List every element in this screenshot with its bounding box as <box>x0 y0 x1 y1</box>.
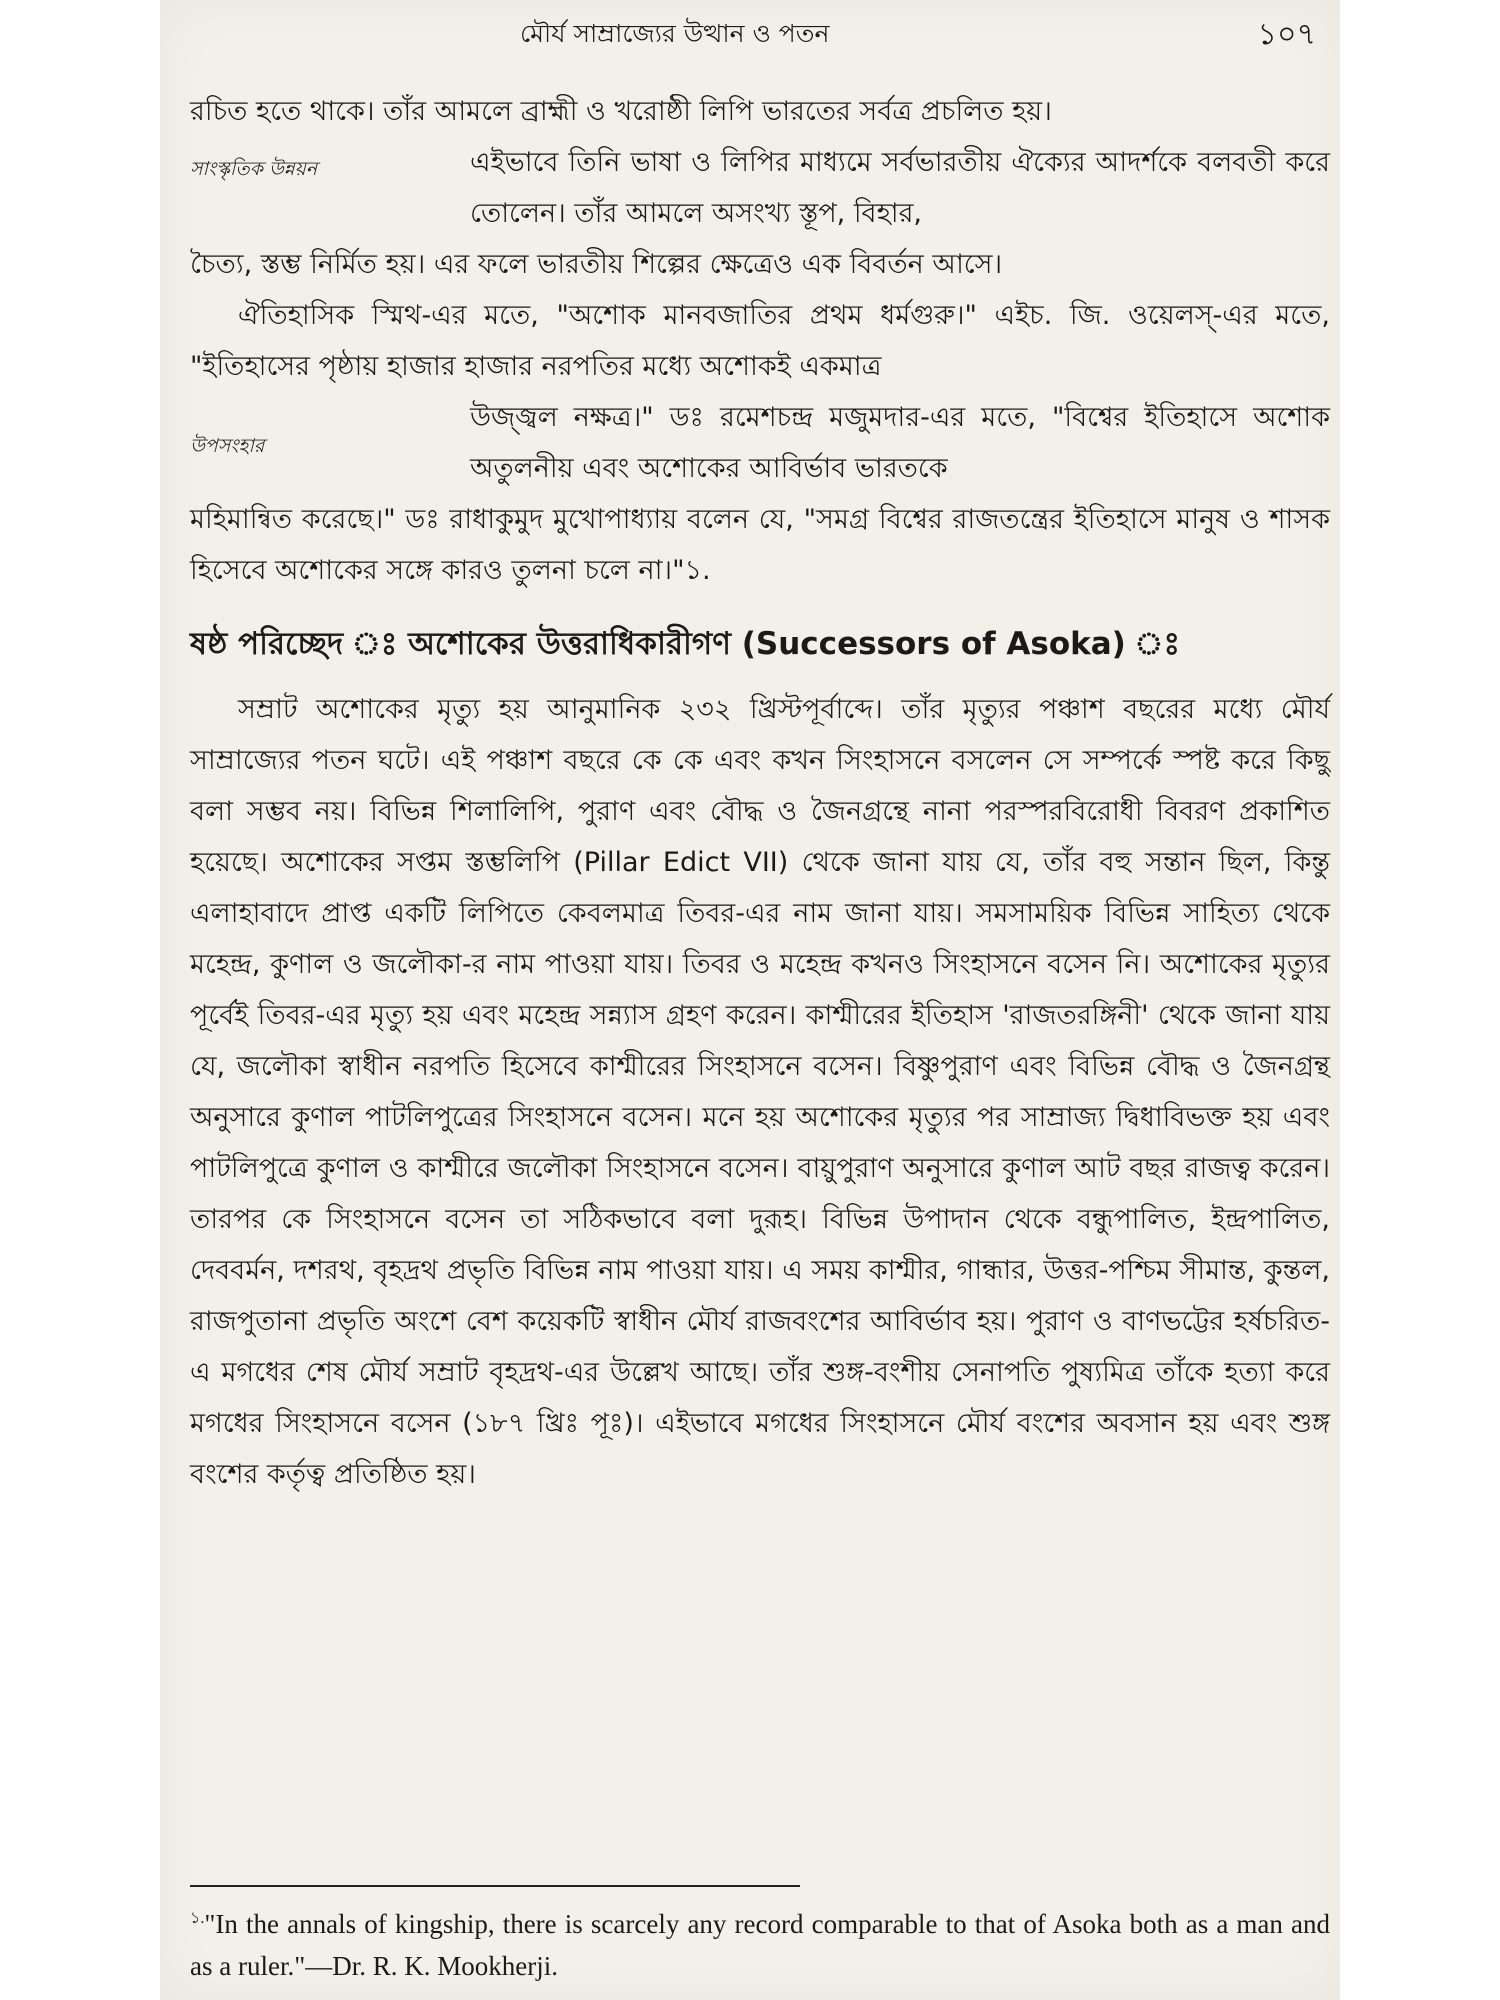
opinions-paragraph-side: উজ্জ্বল নক্ষত্র।" ডঃ রমেশচন্দ্র মজুমদার-এর মতে, "বিশ্বের ইতিহাসে অশোক অতুলনীয় এবং অশোকের আবির্ভাব ভারতকে <box>470 402 1330 484</box>
paragraph-line-1: রচিত হতে থাকে। তাঁর আমলে ব্রাহ্মী ও খরোষ্ঠী লিপি ভারতের সর্বত্র প্রচলিত হয়। <box>190 96 1052 127</box>
successors-paragraph: সম্রাট অশোকের মৃত্যু হয় আনুমানিক ২৩২ খ্রিস্টপূর্বাব্দে। তাঁর মৃত্যুর পঞ্চাশ বছরের মধ্যে মৌর্য সাম্রাজ্যের পতন ঘটে। এই পঞ্চাশ বছরে কে কে এবং কখন সিংহাসনে বসলেন সে সম্পর্কে স্পষ্ট করে কিছু বলা সম্ভব নয়। বিভিন্ন শিলালিপি, পুরাণ এবং বৌদ্ধ ও জৈনগ্রন্থে নানা পরস্পরবিরোধী বিবরণ প্রকাশিত হয়েছে। অশোকের সপ্তম স্তম্ভলিপি (Pillar Edict VII) থেকে জানা যায় যে, তাঁর বহু সন্তান ছিল, কিন্তু এলাহাবাদে প্রাপ্ত একটি লিপিতে কেবলমাত্র তিবর-এর নাম জানা যায়। সমসাময়িক বিভিন্ন সাহিত্য থেকে মহেন্দ্র, কুণাল ও জলৌকা-র নাম পাওয়া যায়। তিবর ও মহেন্দ্র কখনও সিংহাসনে বসেন নি। অশোকের মৃত্যুর পূর্বেই তিবর-এর মৃত্যু হয় এবং মহেন্দ্র সন্ন্যাস গ্রহণ করেন। কাশ্মীরের ইতিহাস 'রাজতরঙ্গিনী' থেকে জানা যায় যে, জলৌকা স্বাধীন নরপতি হিসেবে কাশ্মীরের সিংহাসনে বসেন। বিষ্ণুপুরাণ এবং বিভিন্ন বৌদ্ধ ও জৈনগ্রন্থ অনুসারে কুণাল পাটলিপুত্রের সিংহাসনে বসেন। মনে হয় অশোকের মৃত্যুর পর সাম্রাজ্য দ্বিধাবিভক্ত হয় এবং পাটলিপুত্রে কুণাল ও কাশ্মীরে জলৌকা সিংহাসনে বসেন। বায়ুপুরাণ অনুসারে কুণাল আট বছর রাজত্ব করেন। তারপর কে সিংহাসনে বসেন তা সঠিকভাবে বলা দুরূহ। বিভিন্ন উপাদান থেকে বন্ধুপালিত, ইন্দ্রপালিত, দেববর্মন, দশরথ, বৃহদ্রথ প্রভৃতি বিভিন্ন নাম পাওয়া যায়। এ সময় কাশ্মীর, গান্ধার, উত্তর-পশ্চিম সীমান্ত, কুন্তল, রাজপুতানা প্রভৃতি অংশে বেশ কয়েকটি স্বাধীন মৌর্য রাজবংশের আবির্ভাব হয়। পুরাণ ও বাণভট্টের হর্ষচরিত-এ মগধের শেষ মৌর্য সম্রাট বৃহদ্রথ-এর উল্লেখ আছে। তাঁর শুঙ্গ-বংশীয় সেনাপতি পুষ্যমিত্র তাঁকে হত্যা করে মগধের সিংহাসনে বসেন (১৮৭ খ্রিঃ পূঃ)। এইভাবে মগধের সিংহাসনে মৌর্য বংশের অবসান হয় এবং শুঙ্গ বংশের কর্তৃত্ব প্রতিষ্ঠিত হয়। <box>190 694 1330 1490</box>
page-content <box>190 0 1330 1500</box>
conclusion-block <box>190 392 1330 494</box>
footnote-text: "In the annals of kingship, there is scarcely any record comparable to that of Asoka both as a man and as a ruler."—Dr. R. K. Mookherji. <box>190 1909 1330 1981</box>
cultural-paragraph-end: চৈত্য, স্তম্ভ নির্মিত হয়। এর ফলে ভারতীয় শিল্পের ক্ষেত্রেও এক বিবর্তন আসে। <box>190 249 1003 280</box>
chapter-heading: ষষ্ঠ পরিচ্ছেদ ঃ অশোকের উত্তরাধিকারীগণ (Successors of Asoka) ঃ <box>190 626 1180 662</box>
running-header <box>190 0 1330 52</box>
cultural-paragraph-side: এইভাবে তিনি ভাষা ও লিপির মাধ্যমে সর্বভারতীয় ঐক্যের আদর্শকে বলবতী করে তোলেন। তাঁর আমলে অসংখ্য স্তূপ, বিহার, <box>470 147 1330 229</box>
footnote-divider <box>190 1885 800 1887</box>
running-title: মৌর্য সাম্রাজ্যের উত্থান ও পতন <box>520 19 830 48</box>
opinions-paragraph-start: ঐতিহাসিক স্মিথ-এর মতে, "অশোক মানবজাতির প্রথম ধর্মগুরু।" এইচ. জি. ওয়েলস্-এর মতে, "ইতিহাসের পৃষ্ঠায় হাজার হাজার নরপতির মধ্যে অশোকই একমাত্র <box>190 300 1330 382</box>
page-number: ১০৭ <box>1257 17 1316 52</box>
margin-note-conclusion: উপসংহার <box>190 435 265 457</box>
footnote-mark: ১. <box>190 1910 205 1927</box>
opinions-paragraph-end: মহিমান্বিত করেছে।" ডঃ রাধাকুমুদ মুখোপাধ্যায় বলেন যে, "সমগ্র বিশ্বের রাজতন্ত্রের ইতিহাসে মানুষ ও শাসক হিসেবে অশোকের সঙ্গে কারও তুলনা চলে না।"১. <box>190 504 1330 586</box>
margin-note-cultural: সাংস্কৃতিক উন্নয়ন <box>190 158 318 180</box>
footnote <box>190 1898 1330 1987</box>
cultural-development-block <box>190 137 1330 239</box>
book-page <box>160 0 1340 2000</box>
